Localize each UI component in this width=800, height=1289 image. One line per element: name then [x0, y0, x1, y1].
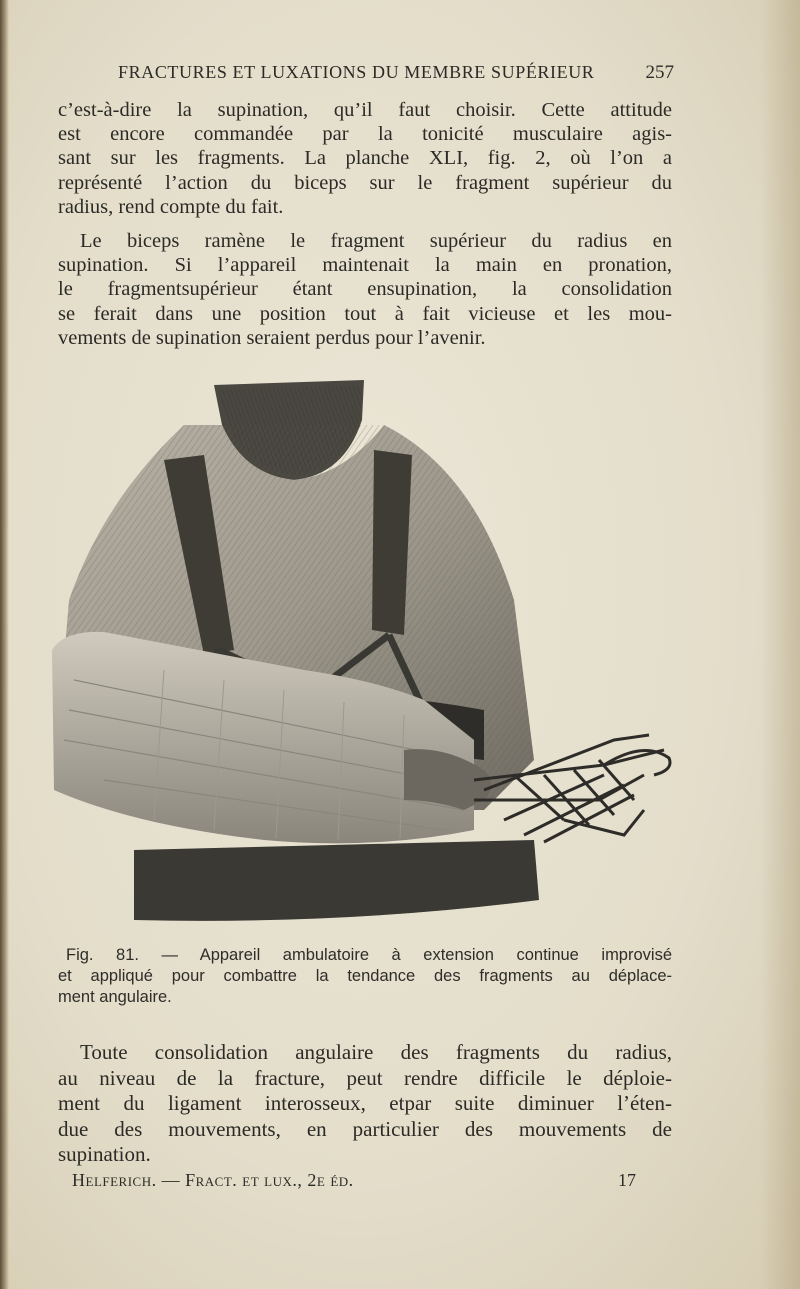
page-footer — [72, 1170, 636, 1194]
text-line: supination. Si l’appareil maintenait la main en pronation, — [58, 254, 672, 277]
caption-line: Fig. 81. — Appareil ambulatoire à extension continue improvisé — [66, 946, 672, 964]
paragraph-1 — [58, 98, 672, 219]
paragraph-2 — [58, 229, 672, 350]
figure-caption — [58, 945, 672, 1008]
caption-line: et appliqué pour combattre la tendance des fragments au déplace- — [58, 967, 672, 985]
text-line: est encore commandée par la tonicité musculaire agis- — [58, 123, 672, 146]
text-line: Le biceps ramène le fragment supérieur du radius en — [80, 230, 672, 252]
text-line: représenté l’action du biceps sur le fragment supérieur du — [58, 171, 672, 194]
page-number: 257 — [645, 62, 674, 83]
text-line: radius, rend compte du fait. — [58, 195, 284, 218]
engraving-image — [44, 380, 676, 935]
page-edge-shadow — [760, 0, 800, 1289]
signature-number: 17 — [618, 1170, 636, 1190]
text-line: Toute consolidation angulaire des fragments du radius, — [80, 1040, 672, 1064]
text-line: due des mouvements, en particulier des mouvements de — [58, 1116, 672, 1141]
running-title: FRACTURES ET LUXATIONS DU MEMBRE SUPÉRIEUR — [118, 62, 595, 82]
author-edition-line: Helferich. — Fract. et lux., 2e éd. — [72, 1170, 354, 1190]
caption-line: ment angulaire. — [58, 988, 172, 1006]
paragraph-3 — [58, 1040, 672, 1168]
text-line: vements de supination seraient perdus pour l’avenir. — [58, 326, 486, 349]
page-spine-shadow — [0, 0, 9, 1289]
running-header — [60, 62, 674, 88]
text-line: supination. — [58, 1142, 151, 1166]
text-line: le fragmentsupérieur étant ensupination, la consolidation — [58, 278, 672, 301]
text-line: ment du ligament interosseux, etpar suite diminuer l’éten- — [58, 1091, 672, 1115]
figure-illustration — [44, 380, 676, 935]
text-line: sant sur les fragments. La planche XLI, fig. 2, où l’on a — [58, 147, 672, 170]
text-line: au niveau de la fracture, peut rendre difficile le déploie- — [58, 1065, 672, 1090]
text-line: c’est-à-dire la supination, qu’il faut choisir. Cette attitude — [58, 99, 672, 121]
text-line: se ferait dans une position tout à fait vicieuse et les mou- — [58, 302, 672, 325]
